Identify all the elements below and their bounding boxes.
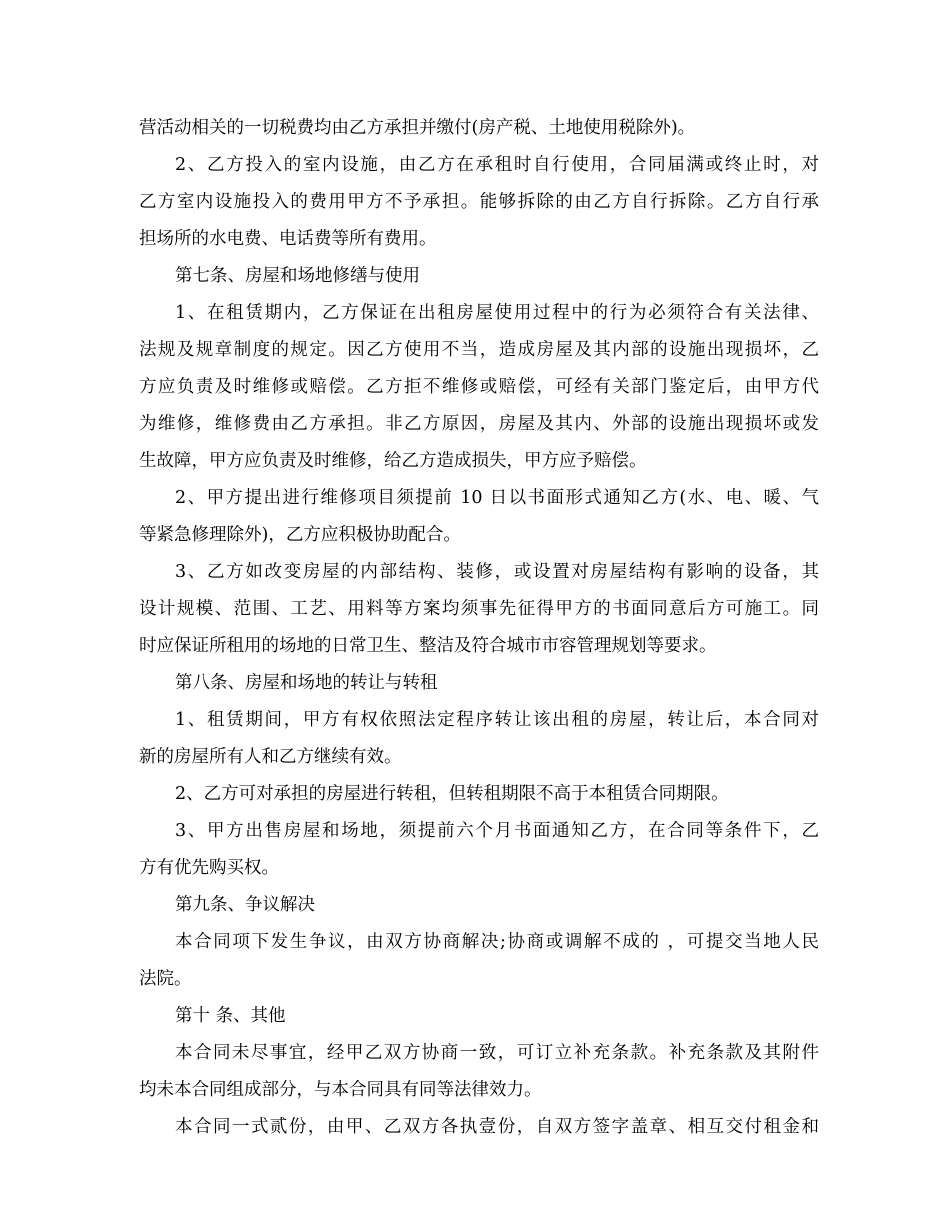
text-line: 法规及规章制度的规定。因乙方使用不当，造成房屋及其内部的设施出现损坏，乙	[139, 340, 819, 360]
text-line: 等紧急修理除外)，乙方应积极协助配合。	[139, 525, 461, 545]
text-line: 方有优先购买权。	[139, 858, 279, 878]
text-line: 本合同项下发生争议，由双方协商解决;协商或调解不成的 ，可提交当地人民	[175, 932, 819, 952]
text-line: 营活动相关的一切税费均由乙方承担并缴付(房产税、土地使用税除外)。	[139, 118, 696, 138]
text-line: 2、甲方提出进行维修项目须提前 10 日以书面形式通知乙方(水、电、暖、气	[175, 488, 819, 508]
text-line: 设计规模、范围、工艺、用料等方案均须事先征得甲方的书面同意后方可施工。同	[139, 599, 819, 619]
text-line: 本合同未尽事宜，经甲乙双方协商一致，可订立补充条款。补充条款及其附件	[175, 1043, 819, 1063]
text-line: 均未本合同组成部分，与本合同具有同等法律效力。	[139, 1080, 542, 1100]
text-line: 1、在租赁期内，乙方保证在出租房屋使用过程中的行为必须符合有关法律、	[175, 303, 819, 323]
text-line: 2、乙方投入的室内设施，由乙方在承租时自行使用，合同届满或终止时，对	[175, 155, 819, 175]
text-line: 为维修，维修费由乙方承担。非乙方原因，房屋及其内、外部的设施出现损坏或发	[139, 414, 819, 434]
text-line: 3、乙方如改变房屋的内部结构、装修，或设置对房屋结构有影响的设备，其	[175, 562, 819, 582]
text-line: 1、租赁期间，甲方有权依照法定程序转让该出租的房屋，转让后，本合同对	[175, 710, 819, 730]
section-heading: 第七条、房屋和场地修缮与使用	[175, 266, 420, 286]
text-line: 生故障，甲方应负责及时维修，给乙方造成损失，甲方应予赔偿。	[139, 451, 647, 471]
text-line: 担场所的水电费、电话费等所有费用。	[139, 229, 437, 249]
text-line: 3、甲方出售房屋和场地，须提前六个月书面通知乙方，在合同等条件下，乙	[175, 821, 819, 841]
text-line: 乙方室内设施投入的费用甲方不予承担。能够拆除的由乙方自行拆除。乙方自行承	[139, 192, 819, 212]
text-line: 2、乙方可对承担的房屋进行转租，但转租期限不高于本租赁合同期限。	[175, 784, 729, 804]
section-heading: 第八条、房屋和场地的转让与转租	[175, 673, 438, 693]
document-body	[139, 110, 819, 1146]
text-line: 法院。	[139, 969, 192, 989]
section-heading: 第九条、争议解决	[175, 895, 315, 915]
text-line: 时应保证所租用的场地的日常卫生、整洁及符合城市市容管理规划等要求。	[139, 636, 717, 656]
text-line: 本合同一式贰份，由甲、乙双方各执壹份，自双方签字盖章、相互交付租金和	[175, 1117, 819, 1137]
text-line: 新的房屋所有人和乙方继续有效。	[139, 747, 402, 767]
section-heading: 第十 条、其他	[175, 1006, 286, 1026]
text-line: 方应负责及时维修或赔偿。乙方拒不维修或赔偿，可经有关部门鉴定后，由甲方代	[139, 377, 819, 397]
